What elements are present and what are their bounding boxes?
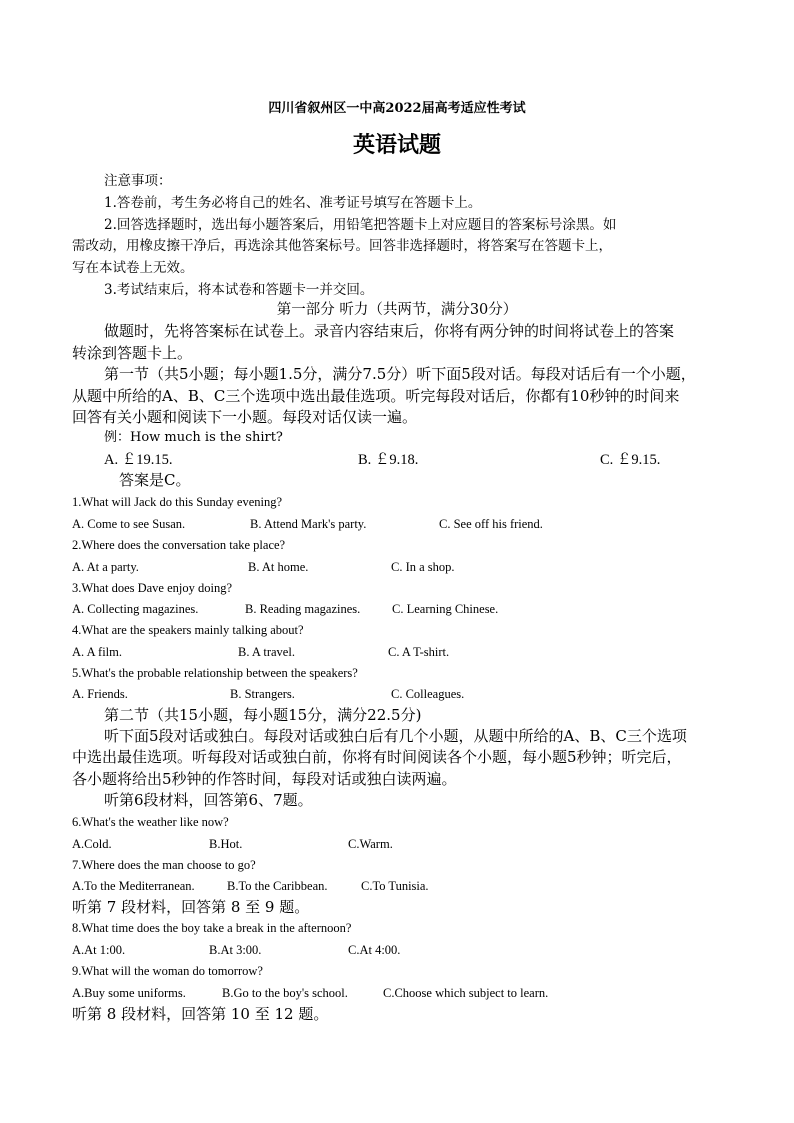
q8-option-b: B.At 3:00. xyxy=(209,943,262,957)
q6-option-a: A.Cold. xyxy=(72,837,112,851)
section1-instructions-line-3: 回答有关小题和阅读下一小题。每段对话仅读一遍。 xyxy=(72,408,418,426)
q4-option-c: C. A T-shirt. xyxy=(388,645,450,659)
question-2: 2.Where does the conversation take place? xyxy=(72,538,286,552)
q1-option-b: B. Attend Mark's party. xyxy=(250,517,367,531)
q5-option-b: B. Strangers. xyxy=(230,687,295,701)
question-4: 4.What are the speakers mainly talking about? xyxy=(72,623,304,637)
question-7: 7.Where does the man choose to go? xyxy=(72,858,256,872)
q4-option-a: A. A film. xyxy=(72,645,123,659)
example-option-a: A. ￡19.15. xyxy=(104,452,173,468)
q2-option-c: C. In a shop. xyxy=(391,560,455,574)
question-3: 3.What does Dave enjoy doing? xyxy=(72,581,233,595)
question-8: 8.What time does the boy take a break in the afternoon? xyxy=(72,921,352,935)
q7-option-b: B.To the Caribbean. xyxy=(227,879,328,893)
question-1: 1.What will Jack do this Sunday evening? xyxy=(72,495,283,509)
q3-option-a: A. Collecting magazines. xyxy=(72,602,199,616)
material-6-instruction: 听第6段材料，回答第6、7题。 xyxy=(104,791,313,809)
q5-option-a: A. Friends. xyxy=(72,687,128,701)
q8-option-a: A.At 1:00. xyxy=(72,943,126,957)
q9-option-b: B.Go to the boy's school. xyxy=(222,986,348,1000)
q1-option-c: C. See off his friend. xyxy=(439,517,543,531)
material-8-instruction: 听第 8 段材料，回答第 10 至 12 题。 xyxy=(72,1005,329,1023)
section1-instructions-line-2: 从题中所给的A、B、C三个选项中选出最佳选项。听完每段对话后，你都有10秒钟的时间来 xyxy=(72,387,680,405)
section2-instructions-line-3: 各小题将给出5秒钟的作答时间，每段对话或独白读两遍。 xyxy=(72,770,457,788)
note-item-1: 1.答卷前，考生务必将自己的姓名、准考证号填写在答题卡上。 xyxy=(104,195,482,211)
section2-instructions-line-2: 中选出最佳选项。听每段对话或独白前，你将有时间阅读各个小题，每小题5秒钟；听完后， xyxy=(72,748,682,766)
q6-option-b: B.Hot. xyxy=(209,837,243,851)
part1-heading: 第一部分 听力（共两节，满分30分） xyxy=(276,302,518,318)
q7-option-a: A.To the Mediterranean. xyxy=(72,879,195,893)
note-item-2-line-2: 需改动，用橡皮擦干净后，再选涂其他答案标号。回答非选择题时，将答案写在答题卡上， xyxy=(72,238,612,254)
question-5: 5.What's the probable relationship between the speakers? xyxy=(72,666,358,680)
section1-instructions-line-1: 第一节（共5小题；每小题1.5分，满分7.5分）听下面5段对话。每段对话后有一个小题， xyxy=(104,365,696,383)
q1-option-a: A. Come to see Susan. xyxy=(72,517,186,531)
note-item-3: 3.考试结束后，将本试卷和答题卡一并交回。 xyxy=(104,282,374,298)
example-question: 例：How much is the shirt? xyxy=(104,430,283,445)
note-item-2-line-1: 2.回答选择题时，选出每小题答案后，用铅笔把答题卡上对应题目的答案标号涂黑。如 xyxy=(104,217,617,233)
q5-option-c: C. Colleagues. xyxy=(391,687,465,701)
subject-title: 英语试题 xyxy=(352,132,441,158)
school-exam-title: 四川省叙州区一中高2022届高考适应性考试 xyxy=(268,101,526,116)
example-option-b: B. ￡9.18. xyxy=(358,452,419,468)
material-7-instruction: 听第 7 段材料，回答第 8 至 9 题。 xyxy=(72,898,310,916)
q9-option-c: C.Choose which subject to learn. xyxy=(383,986,549,1000)
example-answer: 答案是C。 xyxy=(119,471,191,489)
q2-option-b: B. At home. xyxy=(248,560,309,574)
section2-instructions-line-1: 听下面5段对话或独白。每段对话或独白后有几个小题，从题中所给的A、B、C三个选项 xyxy=(104,727,687,745)
part1-intro-line-2: 转涂到答题卡上。 xyxy=(72,344,193,362)
q2-option-a: A. At a party. xyxy=(72,560,139,574)
q3-option-b: B. Reading magazines. xyxy=(245,602,361,616)
example-option-c: C. ￡9.15. xyxy=(600,452,661,468)
q6-option-c: C.Warm. xyxy=(348,837,393,851)
q3-option-c: C. Learning Chinese. xyxy=(392,602,499,616)
q4-option-b: B. A travel. xyxy=(238,645,295,659)
q7-option-c: C.To Tunisia. xyxy=(361,879,429,893)
question-6: 6.What's the weather like now? xyxy=(72,815,229,829)
q8-option-c: C.At 4:00. xyxy=(348,943,401,957)
question-9: 9.What will the woman do tomorrow? xyxy=(72,964,263,978)
notes-heading: 注意事项： xyxy=(104,173,172,189)
note-item-2-line-3: 写在本试卷上无效。 xyxy=(72,260,194,276)
q9-option-a: A.Buy some uniforms. xyxy=(72,986,186,1000)
section2-heading: 第二节（共15小题，每小题15分，满分22.5分) xyxy=(104,706,422,724)
part1-intro-line-1: 做题时，先将答案标在试卷上。录音内容结束后，你将有两分钟的时间将试卷上的答案 xyxy=(104,322,675,340)
